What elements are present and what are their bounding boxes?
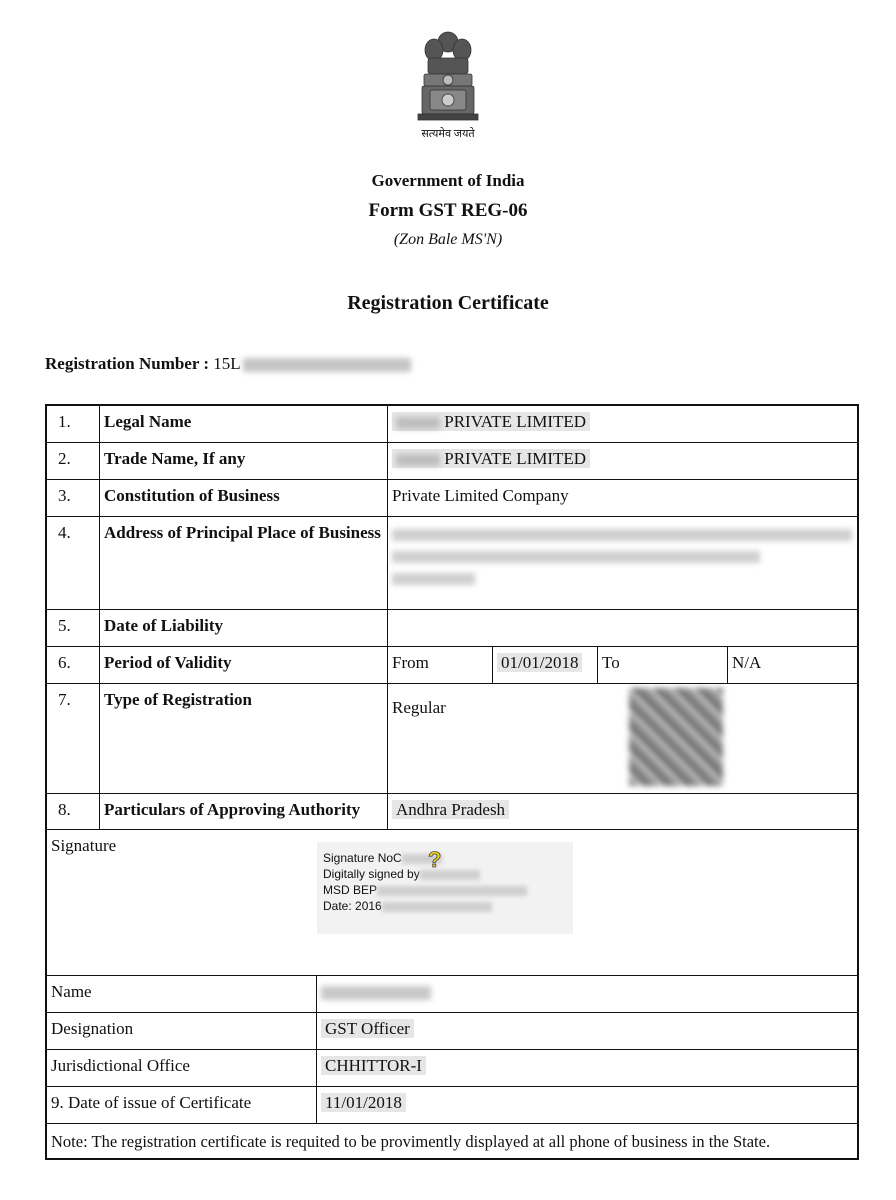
table-row bbox=[47, 647, 857, 684]
motto-text: सत्यमेव जयते bbox=[421, 128, 475, 140]
government-title: Government of India bbox=[371, 171, 525, 190]
redacted-registration-number bbox=[243, 358, 411, 372]
validity-from-label: From bbox=[388, 647, 493, 683]
trade-name-value: PRIVATE LIMITED bbox=[392, 449, 590, 468]
row-value: Private Limited Company bbox=[392, 486, 569, 505]
legal-name-value: PRIVATE LIMITED bbox=[392, 412, 590, 431]
table-row bbox=[47, 610, 857, 647]
redacted-officer-name bbox=[321, 986, 431, 1000]
officer-label: Name bbox=[47, 976, 317, 1012]
row-value bbox=[388, 443, 857, 479]
row-number: 2. bbox=[47, 443, 100, 479]
row-value bbox=[388, 406, 857, 442]
table-row bbox=[47, 517, 857, 610]
registration-number-label: Registration Number : bbox=[45, 354, 209, 373]
officer-label: Jurisdictional Office bbox=[47, 1050, 317, 1086]
row-label: Type of Registration bbox=[100, 684, 388, 793]
validity-from-value: 01/01/2018 bbox=[493, 647, 598, 683]
row-number: 7. bbox=[47, 684, 100, 793]
row-label: Legal Name bbox=[100, 406, 388, 442]
validity-to-label: To bbox=[598, 647, 728, 683]
signature-line-4: Date: 2016 bbox=[323, 899, 382, 913]
officer-label: 9. Date of issue of Certificate bbox=[47, 1087, 317, 1123]
row-value: Andhra Pradesh bbox=[388, 794, 857, 829]
signature-line-1: Signature NoC bbox=[323, 851, 402, 865]
row-label: Date of Liability bbox=[100, 610, 388, 646]
officer-value: GST Officer bbox=[317, 1013, 857, 1049]
registration-number bbox=[45, 354, 411, 374]
display-note: Note: The registration certificate is requited to be provimently displayed at all phone of business in the State. bbox=[51, 1132, 771, 1151]
row-value bbox=[388, 517, 857, 609]
signature-label: Signature bbox=[51, 836, 117, 855]
table-row bbox=[47, 443, 857, 480]
row-number: 1. bbox=[47, 406, 100, 442]
row-label: Trade Name, If any bbox=[100, 443, 388, 479]
table-row bbox=[47, 1013, 857, 1050]
redacted-name-prefix bbox=[396, 454, 440, 466]
table-row bbox=[47, 406, 857, 443]
row-number: 3. bbox=[47, 480, 100, 516]
row-number: 8. bbox=[47, 794, 100, 829]
national-emblem-icon bbox=[410, 24, 486, 124]
row-number: 6. bbox=[47, 647, 100, 683]
form-title: Form GST REG-06 bbox=[368, 200, 528, 221]
row-label: Period of Validity bbox=[100, 647, 388, 683]
registration-number-prefix: 15L bbox=[213, 354, 241, 373]
table-row bbox=[47, 794, 857, 830]
signature-line-2: Digitally signed by bbox=[323, 867, 420, 881]
redacted-qr-code bbox=[629, 688, 723, 786]
certificate-title: Registration Certificate bbox=[347, 292, 549, 314]
redacted-address bbox=[392, 529, 852, 599]
row-label: Address of Principal Place of Business bbox=[100, 517, 388, 609]
row-value bbox=[388, 610, 857, 646]
table-row bbox=[47, 684, 857, 794]
officer-value: CHHITTOR-I bbox=[317, 1050, 857, 1086]
row-label: Constitution of Business bbox=[100, 480, 388, 516]
row-number: 5. bbox=[47, 610, 100, 646]
table-row bbox=[47, 976, 857, 1013]
certificate-table bbox=[45, 404, 859, 1160]
signature-section bbox=[47, 828, 857, 976]
form-subtitle: (Zon Bale MS'N) bbox=[393, 231, 503, 248]
redacted-name-prefix bbox=[396, 417, 440, 429]
table-row bbox=[47, 1087, 857, 1124]
table-row bbox=[47, 480, 857, 517]
officer-value: 11/01/2018 bbox=[317, 1087, 857, 1123]
signature-line-3: MSD BEP bbox=[323, 883, 378, 897]
note-row bbox=[47, 1124, 857, 1160]
officer-label: Designation bbox=[47, 1013, 317, 1049]
digital-signature-block bbox=[317, 842, 573, 934]
validity-to-value: N/A bbox=[732, 653, 762, 672]
signature-unverified-icon bbox=[425, 848, 445, 870]
row-value: Regular bbox=[392, 698, 446, 717]
officer-value bbox=[317, 976, 857, 1012]
row-number: 4. bbox=[47, 517, 100, 609]
svg-text:?: ? bbox=[428, 848, 442, 870]
table-row bbox=[47, 1050, 857, 1087]
row-label: Particulars of Approving Authority bbox=[100, 794, 388, 829]
